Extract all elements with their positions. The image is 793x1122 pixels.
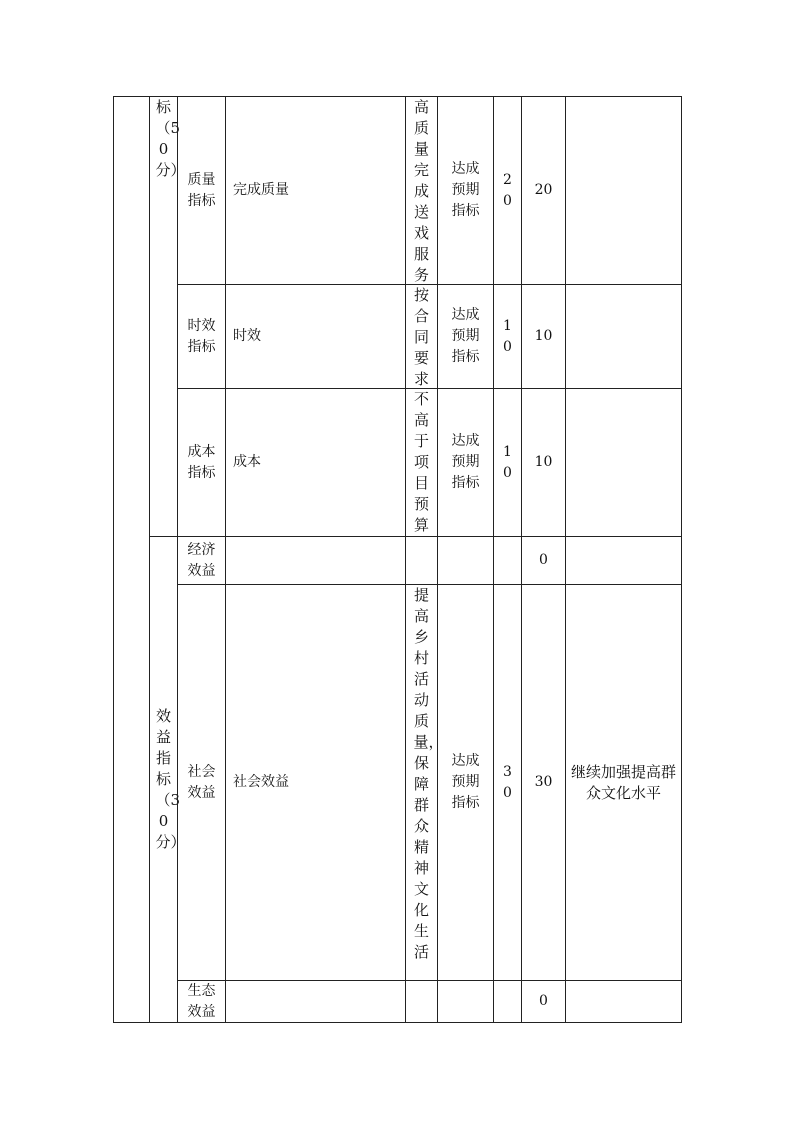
indicator-cell: [225, 388, 406, 537]
note-cell: [565, 388, 682, 537]
score-cell: [521, 980, 566, 1023]
category-text: 社会效益: [187, 763, 216, 801]
indicator-text: 社会效益: [233, 774, 289, 790]
category-cell: [177, 96, 226, 285]
weight-text: 20: [503, 171, 512, 209]
standard-text: 达成预期指标: [451, 161, 480, 219]
target-text: 高质量完成送戏服务: [413, 98, 429, 284]
weight-text: 30: [503, 763, 512, 801]
target-cell: [405, 96, 438, 285]
score-cell: [521, 284, 566, 389]
target-cell: [405, 536, 438, 585]
indicator-text: 成本: [233, 454, 261, 470]
note-text: 继续加强提高群众文化水平: [570, 762, 676, 802]
note-cell: [565, 96, 682, 285]
category-cell: [177, 536, 226, 585]
note-cell: [565, 536, 682, 585]
category-text: 经济效益: [187, 541, 216, 579]
indicator-cell: [225, 584, 406, 981]
standard-text: 达成预期指标: [451, 433, 480, 491]
score-cell: [521, 536, 566, 585]
score-text: 20: [534, 182, 553, 198]
category-text: 成本指标: [187, 443, 216, 481]
weight-cell: [493, 980, 522, 1023]
score-cell: [521, 96, 566, 285]
standard-cell: [437, 980, 494, 1023]
standard-cell: [437, 96, 494, 285]
weight-cell: [493, 536, 522, 585]
section-label-output: [149, 96, 186, 537]
note-cell: [565, 980, 682, 1023]
score-text: 0: [539, 552, 548, 568]
target-text: 按合同要求: [413, 286, 429, 388]
standard-cell: [437, 536, 494, 585]
indicator-cell: [225, 96, 406, 285]
category-text: 时效指标: [187, 317, 216, 355]
standard-text: 达成预期指标: [451, 307, 480, 365]
score-text: 0: [539, 993, 548, 1009]
target-cell: [405, 284, 438, 389]
score-text: 10: [534, 454, 553, 470]
section-label: 标（50分）: [155, 98, 186, 179]
category-text: 质量指标: [187, 171, 216, 209]
weight-cell: [493, 284, 522, 389]
note-cell: [565, 584, 682, 981]
target-text: 提高乡村活动质量，保障群众精神文化生活: [413, 586, 444, 961]
standard-cell: [437, 388, 494, 537]
indicator-text: 时效: [233, 328, 261, 344]
score-cell: [521, 388, 566, 537]
standard-cell: [437, 584, 494, 981]
category-cell: [177, 284, 226, 389]
category-cell: [177, 388, 226, 537]
weight-cell: [493, 584, 522, 981]
target-cell: [405, 980, 438, 1023]
section-label: 效益指标（30分）: [155, 707, 186, 851]
weight-cell: [493, 96, 522, 285]
score-cell: [521, 584, 566, 981]
category-text: 生态效益: [187, 982, 216, 1020]
indicator-cell: [225, 284, 406, 389]
score-text: 10: [534, 328, 553, 344]
target-text: 不高于项目预算: [413, 390, 429, 534]
category-cell: [177, 584, 226, 981]
category-cell: [177, 980, 226, 1023]
score-text: 30: [534, 774, 553, 790]
note-cell: [565, 284, 682, 389]
outer-column-cell: [113, 96, 150, 1023]
indicator-cell: [225, 536, 406, 585]
target-cell: [405, 584, 444, 981]
target-cell: [405, 388, 438, 537]
standard-text: 达成预期指标: [451, 753, 480, 811]
indicator-cell: [225, 980, 406, 1023]
section-label-benefit: [149, 536, 186, 1023]
weight-cell: [493, 388, 522, 537]
weight-text: 10: [503, 443, 512, 481]
weight-text: 10: [503, 317, 512, 355]
standard-cell: [437, 284, 494, 389]
indicator-text: 完成质量: [233, 182, 289, 198]
